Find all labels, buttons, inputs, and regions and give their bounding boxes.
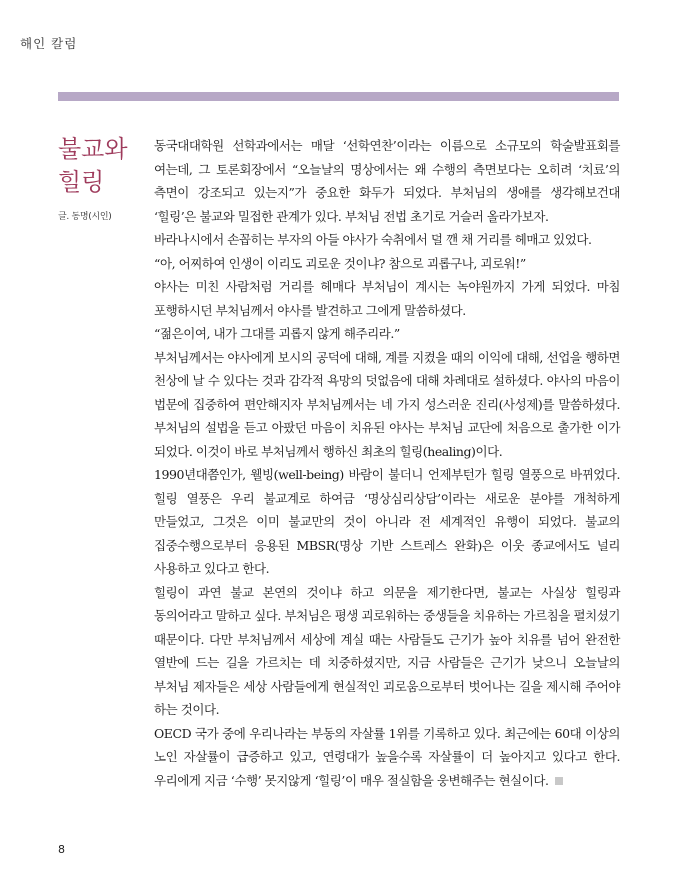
- paragraph: “아, 어찌하여 인생이 이리도 괴로운 것이냐? 참으로 괴롭구나, 괴로워!”: [154, 255, 526, 271]
- paragraph: 1990년대쯤인가, 웰빙(well-being) 바람이 불더니 언제부턴가 힐링 열풍으로 바뀌었다. 힐링 열풍은 우리 불교계로 하여금 ‘명상심리상담’이라는 새로운 분야를 개척하게 만들었고, 그것은 이미 불교만의 것이 아니라 전 세계적인 유행이 되었다. 불교의 집중수행으로부터 응용된 MBSR(명상 기반 스트레스 완화)은 이웃 종교에서도 널리 사용하고 있다고 한다.: [154, 467, 620, 576]
- article-body: [154, 134, 620, 792]
- title-divider-bar: [58, 92, 619, 101]
- paragraph: 힐링이 과연 불교 본연의 것이냐 하고 의문을 제기한다면, 불교는 사실상 힐링과 동의어라고 말하고 싶다. 부처님은 평생 괴로워하는 중생들을 치유하는 가르침을 펼치셨기 때문이다. 다만 부처님께서 세상에 계실 때는 사람들도 근기가 높아 치유를 넘어 완전한 열반에 드는 길을 가르치는 데 치중하셨지만, 지금 사람들은 근기가 낮으니 오늘날의 부처님 제자들은 세상 사람들에게 현실적인 괴로움으로부터 벗어나는 길을 제시해 주어야 하는 것이다.: [154, 584, 620, 717]
- end-of-article-mark: [555, 777, 563, 785]
- article-title-line1: 불교와: [58, 135, 128, 163]
- paragraph: 야사는 미친 사람처럼 거리를 헤매다 부처님이 계시는 녹야원까지 가게 되었다. 마침 포행하시던 부처님께서 야사를 발견하고 그에게 말씀하셨다.: [154, 279, 620, 318]
- article-title-line2: 힐링: [58, 168, 105, 196]
- paragraph: 동국대대학원 선학과에서는 매달 ‘선학연찬’이라는 이름으로 소규모의 학술발표회를 여는데, 그 토론회장에서 “오늘날의 명상에서는 왜 수행의 측면보다는 오히려 ‘치료’의 측면이 강조되고 있는지”가 중요한 화두가 되었다. 부처님의 생애를 생각해보건대 ‘힐링’은 불교와 밀접한 관계가 있다. 부처님 전법 초기로 거슬러 올라가보자.: [154, 138, 620, 224]
- article-title: [58, 133, 148, 199]
- paragraph: 바라나시에서 손꼽히는 부자의 아들 야사가 숙취에서 덜 깬 채 거리를 헤매고 있었다.: [154, 232, 592, 247]
- paragraph-last-text: OECD 국가 중에 우리나라는 부동의 자살률 1위를 기록하고 있다. 최근에는 60대 이상의 노인 자살률이 급증하고 있고, 연령대가 높을수록 자살률이 더 높아지고 있다고 한다. 우리에게 지금 ‘수행’ 못지않게 ‘힐링’이 매우 절실함을 웅변해주는 현실이다.: [154, 725, 620, 788]
- article-byline: 글. 동명(시인): [58, 212, 112, 222]
- paragraph: “젊은이여, 내가 그대를 괴롭지 않게 해주리라.”: [154, 326, 400, 341]
- paragraph: 부처님께서는 야사에게 보시의 공덕에 대해, 계를 지켰을 때의 이익에 대해, 선업을 행하면 천상에 날 수 있다는 것과 감각적 욕망의 덧없음에 대해 차례대로 설하셨다. 야사의 마음이 법문에 집중하여 편안해지자 부처님께서는 네 가지 성스러운 진리(사성제)를 말씀하셨다. 부처님의 설법을 듣고 아팠던 마음이 치유된 야사는 부처님 교단에 처음으로 출가한 이가 되었다. 이것이 바로 부처님께서 행하신 최초의 힐링(healing)이다.: [154, 349, 620, 459]
- paragraph-last: [154, 722, 620, 793]
- page-number: 8: [58, 843, 65, 856]
- section-label: 해인 칼럼: [20, 36, 78, 51]
